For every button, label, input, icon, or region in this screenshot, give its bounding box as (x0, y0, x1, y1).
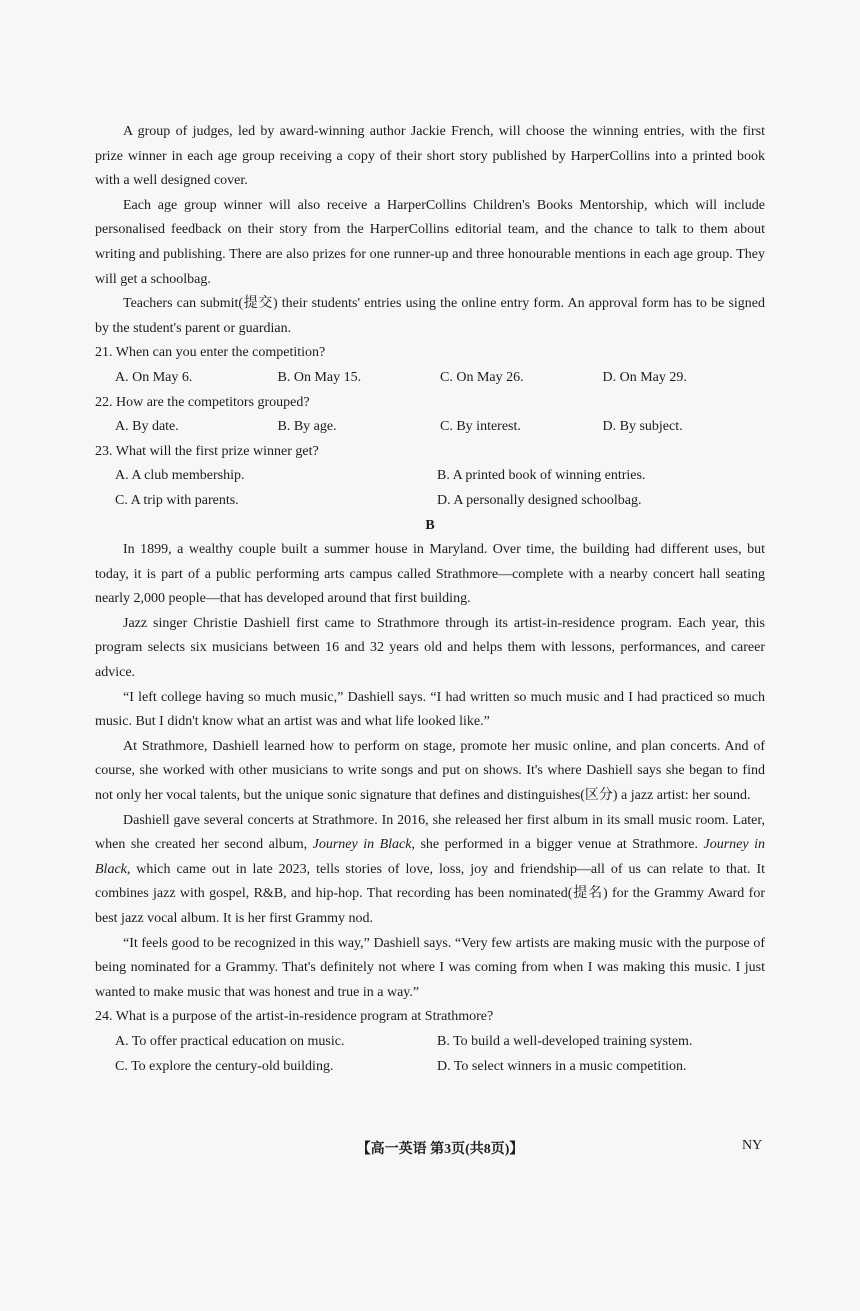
exam-page (95, 120, 765, 1079)
passage-a-paragraph-2: Each age group winner will also receive a HarperCollins Children's Books Mentorship, which will include personalised feedback on their story from the HarperCollins editorial team, and the chance to talk to them about writing and publishing. There are also prizes for one runner-up and three honourable mentions in each age group. They will get a schoolbag. (95, 197, 765, 287)
option-21-a: A. On May 6. (115, 369, 193, 385)
option-21-b: B. On May 15. (277, 369, 362, 385)
passage-a-paragraph-1: A group of judges, led by award-winning author Jackie French, will choose the winning entries, with the first prize winner in each age group receiving a copy of their short story published by HarperCollins into a printed book with a well designed cover. (95, 124, 765, 189)
question-23-options-row-2 (95, 489, 765, 514)
question-24-stem: 24. What is a purpose of the artist-in-residence program at Strathmore? (95, 1009, 494, 1025)
album-title: Journey in Black (95, 837, 765, 877)
passage-b-paragraph-6: “It feels good to be recognized in this way,” Dashiell says. “Very few artists are making music with the purpose of being nominated for a Grammy. That's definitely not where I was coming from when I was making this music. I just wanted to make music that was honest and true in a way.” (95, 935, 765, 1000)
passage-b-paragraph-5 (95, 809, 765, 932)
question-24-options-row-2 (95, 1055, 765, 1080)
page-number-label: 【高一英语 第3页(共8页)】 (356, 1142, 524, 1157)
option-21-c: C. On May 26. (440, 369, 524, 385)
question-21-options (95, 366, 765, 391)
question-22-stem: 22. How are the competitors grouped? (95, 394, 310, 410)
question-23-options-row-1 (95, 464, 765, 489)
option-24-b: B. To build a well-developed training system. (437, 1033, 693, 1049)
paragraph-5-part-3: , which came out in late 2023, tells stories of love, loss, joy and friendship—all of us can relate to that. It combines jazz with gospel, R&B, and hip-hop. That recording has been nominated(提名) for the Grammy Award for best jazz vocal album. It is her first Grammy nod. (95, 861, 765, 926)
question-23-stem: 23. What will the first prize winner get? (95, 443, 319, 459)
question-21-stem: 21. When can you enter the competition? (95, 345, 326, 361)
option-24-d: D. To select winners in a music competition. (437, 1058, 687, 1074)
option-23-a: A. A club membership. (115, 468, 245, 484)
option-22-a: A. By date. (115, 419, 179, 435)
passage-b-paragraph-1: In 1899, a wealthy couple built a summer house in Maryland. Over time, the building had different uses, but today, it is part of a public performing arts campus called Strathmore—complete with a nearby concert hall seating nearly 2,000 people—that has developed around that first building. (95, 542, 765, 607)
passage-b-paragraph-3: “I left college having so much music,” Dashiell says. “I had written so much music and I had practiced so much music. But I didn't know what an artist was and what life looked like.” (95, 689, 765, 730)
option-22-b: B. By age. (277, 419, 337, 435)
option-23-c: C. A trip with parents. (115, 492, 239, 508)
album-title: Journey in Black (312, 837, 412, 853)
option-23-d: D. A personally designed schoolbag. (437, 492, 642, 508)
passage-b-paragraph-4: At Strathmore, Dashiell learned how to perform on stage, promote her music online, and plan concerts. And of course, she worked with other musicians to write songs and put on shows. It's where Dashiell says she began to find not only her vocal talents, but the unique sonic signature that defines and distinguishes(区分) a jazz artist: her sound. (95, 738, 765, 804)
passage-b-paragraph-2: Jazz singer Christie Dashiell first came to Strathmore through its artist-in-residence program. Each year, this program selects six musicians between 16 and 32 years old and helps them with lessons, performances, and career advice. (95, 615, 765, 681)
option-24-a: A. To offer practical education on music. (115, 1033, 345, 1049)
question-22-options (95, 415, 765, 440)
paragraph-5-part-2: , she performed in a bigger venue at Strathmore. (411, 837, 704, 853)
section-b-heading: B (425, 517, 435, 533)
option-21-d: D. On May 29. (602, 369, 687, 385)
option-22-c: C. By interest. (440, 419, 521, 435)
question-24-options-row-1 (95, 1030, 765, 1055)
option-23-b: B. A printed book of winning entries. (437, 468, 646, 484)
passage-a-paragraph-3: Teachers can submit(提交) their students' entries using the online entry form. An approval form has to be signed by the student's parent or guardian. (95, 296, 765, 336)
paragraph-5-part-1: Dashiell gave several concerts at Strathmore. In 2016, she released her first album in its small music room. Later, when she created her second album, (95, 812, 765, 853)
option-22-d: D. By subject. (602, 419, 683, 435)
exam-code: NY (742, 1138, 763, 1153)
option-24-c: C. To explore the century-old building. (115, 1058, 334, 1074)
